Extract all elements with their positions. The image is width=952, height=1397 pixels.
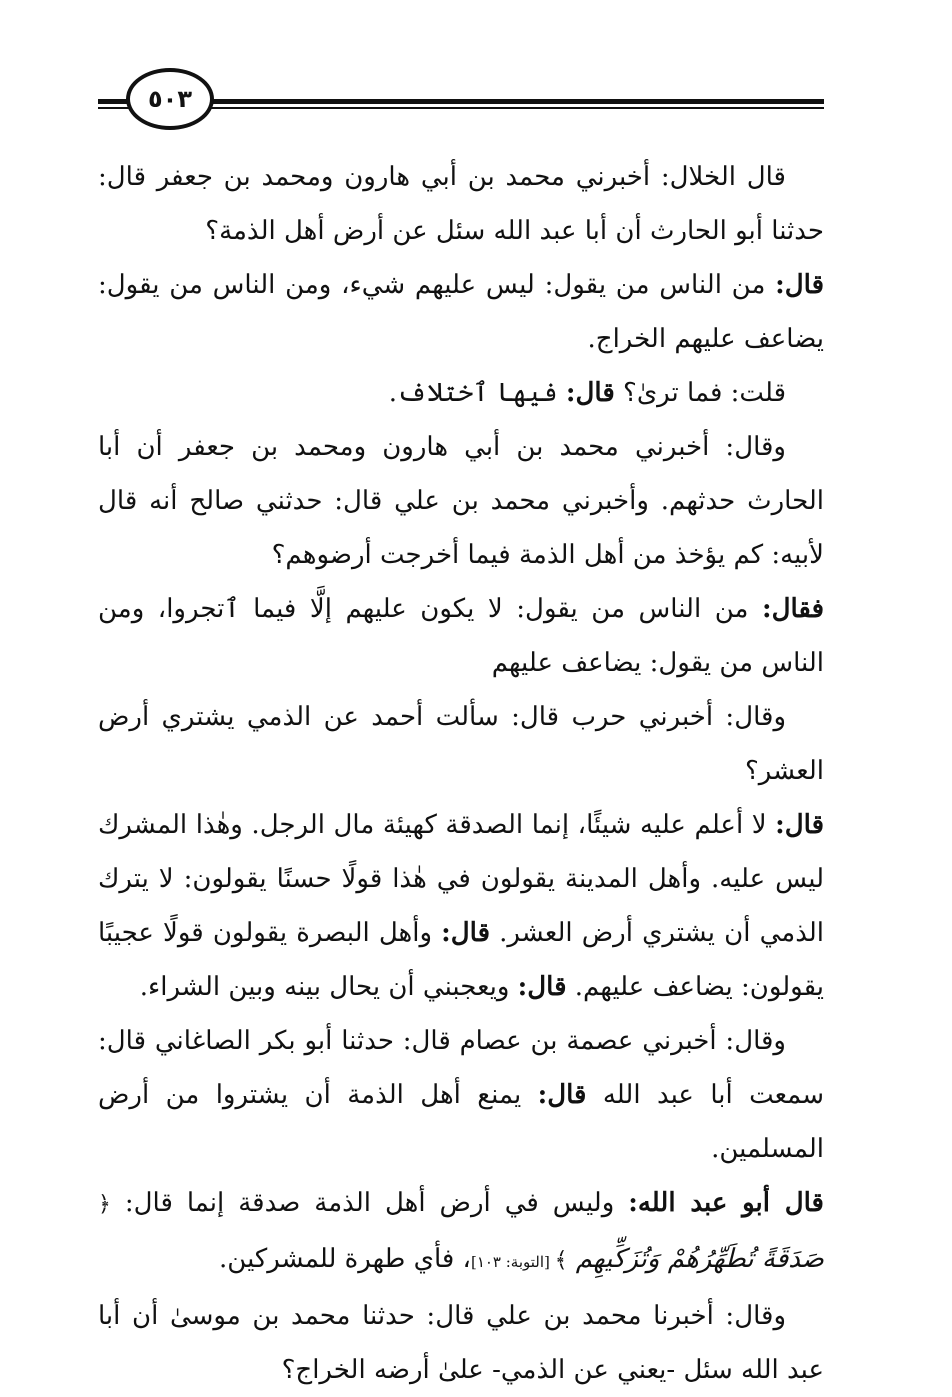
- paragraph-text: ، فأي طهرة للمشركين.: [219, 1244, 471, 1274]
- paragraph-text: فيها ٱختلاف.: [388, 378, 566, 408]
- paragraph: [98, 1289, 824, 1397]
- paragraph-text: وأهل البصرة يقولون قولًا عجيبًا يقولون: يضاعف عليهم.: [98, 918, 824, 1002]
- page-number-oval: [126, 68, 214, 130]
- speaker-label: قال:: [775, 810, 824, 840]
- paragraph-text: وليس في أرض أهل الذمة صدقة إنما قال:: [110, 1188, 629, 1218]
- speaker-label: قال:: [537, 1080, 587, 1110]
- paragraph: [98, 420, 824, 582]
- paragraph-text: يمنع أهل الذمة أن يشتروا من أرض المسلمين.: [98, 1080, 824, 1164]
- paragraph: [98, 258, 824, 366]
- speaker-label: قال:: [441, 918, 490, 948]
- paragraph: [98, 1176, 824, 1289]
- page-body: [98, 150, 824, 1397]
- verse-reference: [التوبة: ١٠٣]: [470, 1253, 555, 1271]
- speaker-label: قال أبو عبد الله:: [628, 1188, 824, 1218]
- speaker-label: قال:: [775, 270, 824, 300]
- speaker-label: قال:: [565, 378, 615, 408]
- paragraph: [98, 1014, 824, 1176]
- paragraph-text: قلت: فما ترىٰ؟: [614, 378, 786, 408]
- paragraph-text: وقال: أخبرني محمد بن أبي هارون ومحمد بن جعفر أن أبا الحارث حدثهم. وأخبرني محمد بن علي قال: حدثني صالح أنه قال لأبيه: كم يؤخذ من أهل الذمة فيما أخرجت أرضوهم؟: [98, 432, 825, 570]
- paragraph-text: ويعجبني أن يحال بينه وبين الشراء.: [139, 972, 518, 1002]
- quran-verse: صَدَقَةً تُطَهِّرُهُمْ وَتُزَكِّيهِم: [567, 1244, 824, 1274]
- paragraph-text: من الناس من يقول: ليس عليهم شيء، ومن الناس من يقول: يضاعف عليهم الخراج.: [98, 270, 824, 354]
- paragraph: [98, 690, 824, 798]
- speaker-label: قال:: [517, 972, 567, 1002]
- paragraph-text: لا أعلم عليه شيئًا، إنما الصدقة كهيئة مال الرجل. وهٰذا المشرك ليس عليه. وأهل المدينة يقولون في هٰذا قولًا حسنًا يقولون: لا يترك الذمي أن يشتري أرض العشر.: [98, 810, 824, 948]
- paragraph-text: من الناس من يقول: لا يكون عليهم إلَّا فيما ٱتجروا، ومن الناس من يقول: يضاعف عليهم: [98, 594, 824, 678]
- speaker-label: فقال:: [762, 594, 824, 624]
- paragraph: [98, 366, 824, 420]
- paragraph: [98, 150, 824, 258]
- verse-bracket: ﴾: [554, 1248, 568, 1273]
- paragraph-text: وقال: أخبرني عصمة بن عصام قال: حدثنا أبو بكر الصاغاني قال: سمعت أبا عبد الله: [98, 1026, 824, 1110]
- paragraph-text: وقال: أخبرنا محمد بن علي قال: حدثنا محمد بن موسىٰ أن أبا عبد الله سئل -يعني عن الذمي- علىٰ أرضه الخراج؟: [98, 1301, 824, 1385]
- paragraph: [98, 798, 824, 1014]
- paragraph-text: قال الخلال: أخبرني محمد بن أبي هارون ومحمد بن جعفر قال: حدثنا أبو الحارث أن أبا عبد الله سئل عن أرض أهل الذمة؟: [98, 162, 824, 246]
- page-header: [98, 62, 824, 142]
- verse-bracket: ﴿: [98, 1192, 111, 1217]
- page-number: ٥٠٣: [148, 85, 192, 113]
- paragraph: [98, 582, 824, 690]
- paragraph-text: وقال: أخبرني حرب قال: سألت أحمد عن الذمي يشتري أرض العشر؟: [98, 702, 824, 786]
